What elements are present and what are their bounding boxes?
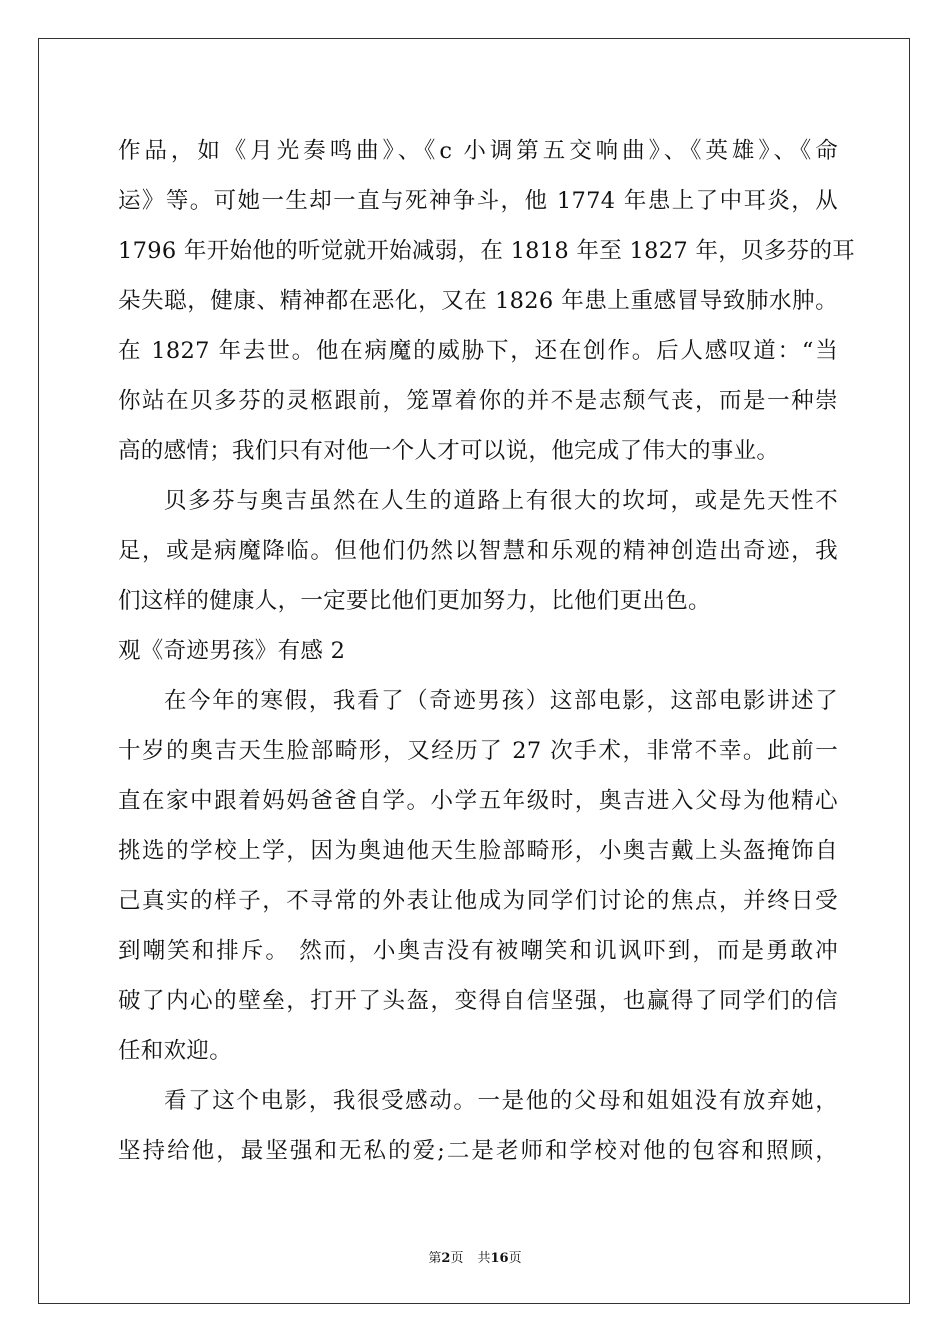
- text-line: 十岁的奥吉天生脸部畸形，又经历了 27 次手术，非常不幸。此前一: [118, 738, 838, 764]
- paragraph-first-line: 看了这个电影，我很受感动。一是他的父母和姐姐没有放弃她，: [164, 1088, 838, 1114]
- text-line: 己真实的样子，不寻常的外表让他成为同学们讨论的焦点，并终日受: [118, 888, 838, 914]
- text-line: 1796 年开始他的听觉就开始减弱，在 1818 年至 1827 年，贝多芬的耳: [118, 238, 856, 264]
- text-line: 你站在贝多芬的灵柩跟前，笼罩着你的并不是志颓气丧，而是一种崇: [118, 388, 838, 414]
- text-line: 破了内心的壁垒，打开了头盔，变得自信坚强，也赢得了同学们的信: [118, 988, 838, 1014]
- text-line: 到嘲笑和排斥。 然而，小奥吉没有被嘲笑和讥讽吓到，而是勇敢冲: [118, 938, 838, 964]
- text-line: 高的感情；我们只有对他一个人才可以说，他完成了伟大的事业。: [118, 438, 780, 464]
- text-line: 足，或是病魔降临。但他们仍然以智慧和乐观的精神创造出奇迹，我: [118, 538, 838, 564]
- paragraph-first-line: 贝多芬与奥吉虽然在人生的道路上有很大的坎坷，或是先天性不: [164, 488, 838, 514]
- page-suffix: 页: [450, 1251, 464, 1266]
- text-line: 们这样的健康人，一定要比他们更加努力，比他们更出色。: [118, 588, 711, 614]
- text-line: 作品，如《月光奏鸣曲》、《c 小调第五交响曲》、《英雄》、《命: [118, 138, 838, 164]
- total-suffix: 页: [508, 1251, 522, 1266]
- text-line: 挑选的学校上学，因为奥迪他天生脸部畸形，小奥吉戴上头盔掩饰自: [118, 838, 838, 864]
- page-number: 2: [441, 1251, 451, 1266]
- text-line: 直在家中跟着妈妈爸爸自学。小学五年级时，奥吉进入父母为他精心: [118, 788, 838, 814]
- page-footer: [0, 1247, 950, 1266]
- text-line: 任和欢迎。: [118, 1038, 233, 1064]
- section-heading: 观《奇迹男孩》有感 2: [118, 638, 346, 664]
- text-line: 朵失聪，健康、精神都在恶化，又在 1826 年患上重感冒导致肺水肿。: [118, 288, 838, 314]
- total-pages: 16: [490, 1251, 509, 1266]
- total-prefix: 共: [477, 1251, 491, 1266]
- page-prefix: 第: [428, 1251, 442, 1266]
- document-body: [118, 126, 856, 1176]
- text-line: 在 1827 年去世。他在病魔的威胁下，还在创作。后人感叹道：“当: [118, 338, 838, 364]
- text-line: 坚持给他，最坚强和无私的爱;二是老师和学校对他的包容和照顾，: [118, 1138, 838, 1164]
- text-line: 运》等。可她一生却一直与死神争斗，他 1774 年患上了中耳炎，从: [118, 188, 838, 214]
- paragraph-first-line: 在今年的寒假，我看了（奇迹男孩）这部电影，这部电影讲述了: [164, 688, 838, 714]
